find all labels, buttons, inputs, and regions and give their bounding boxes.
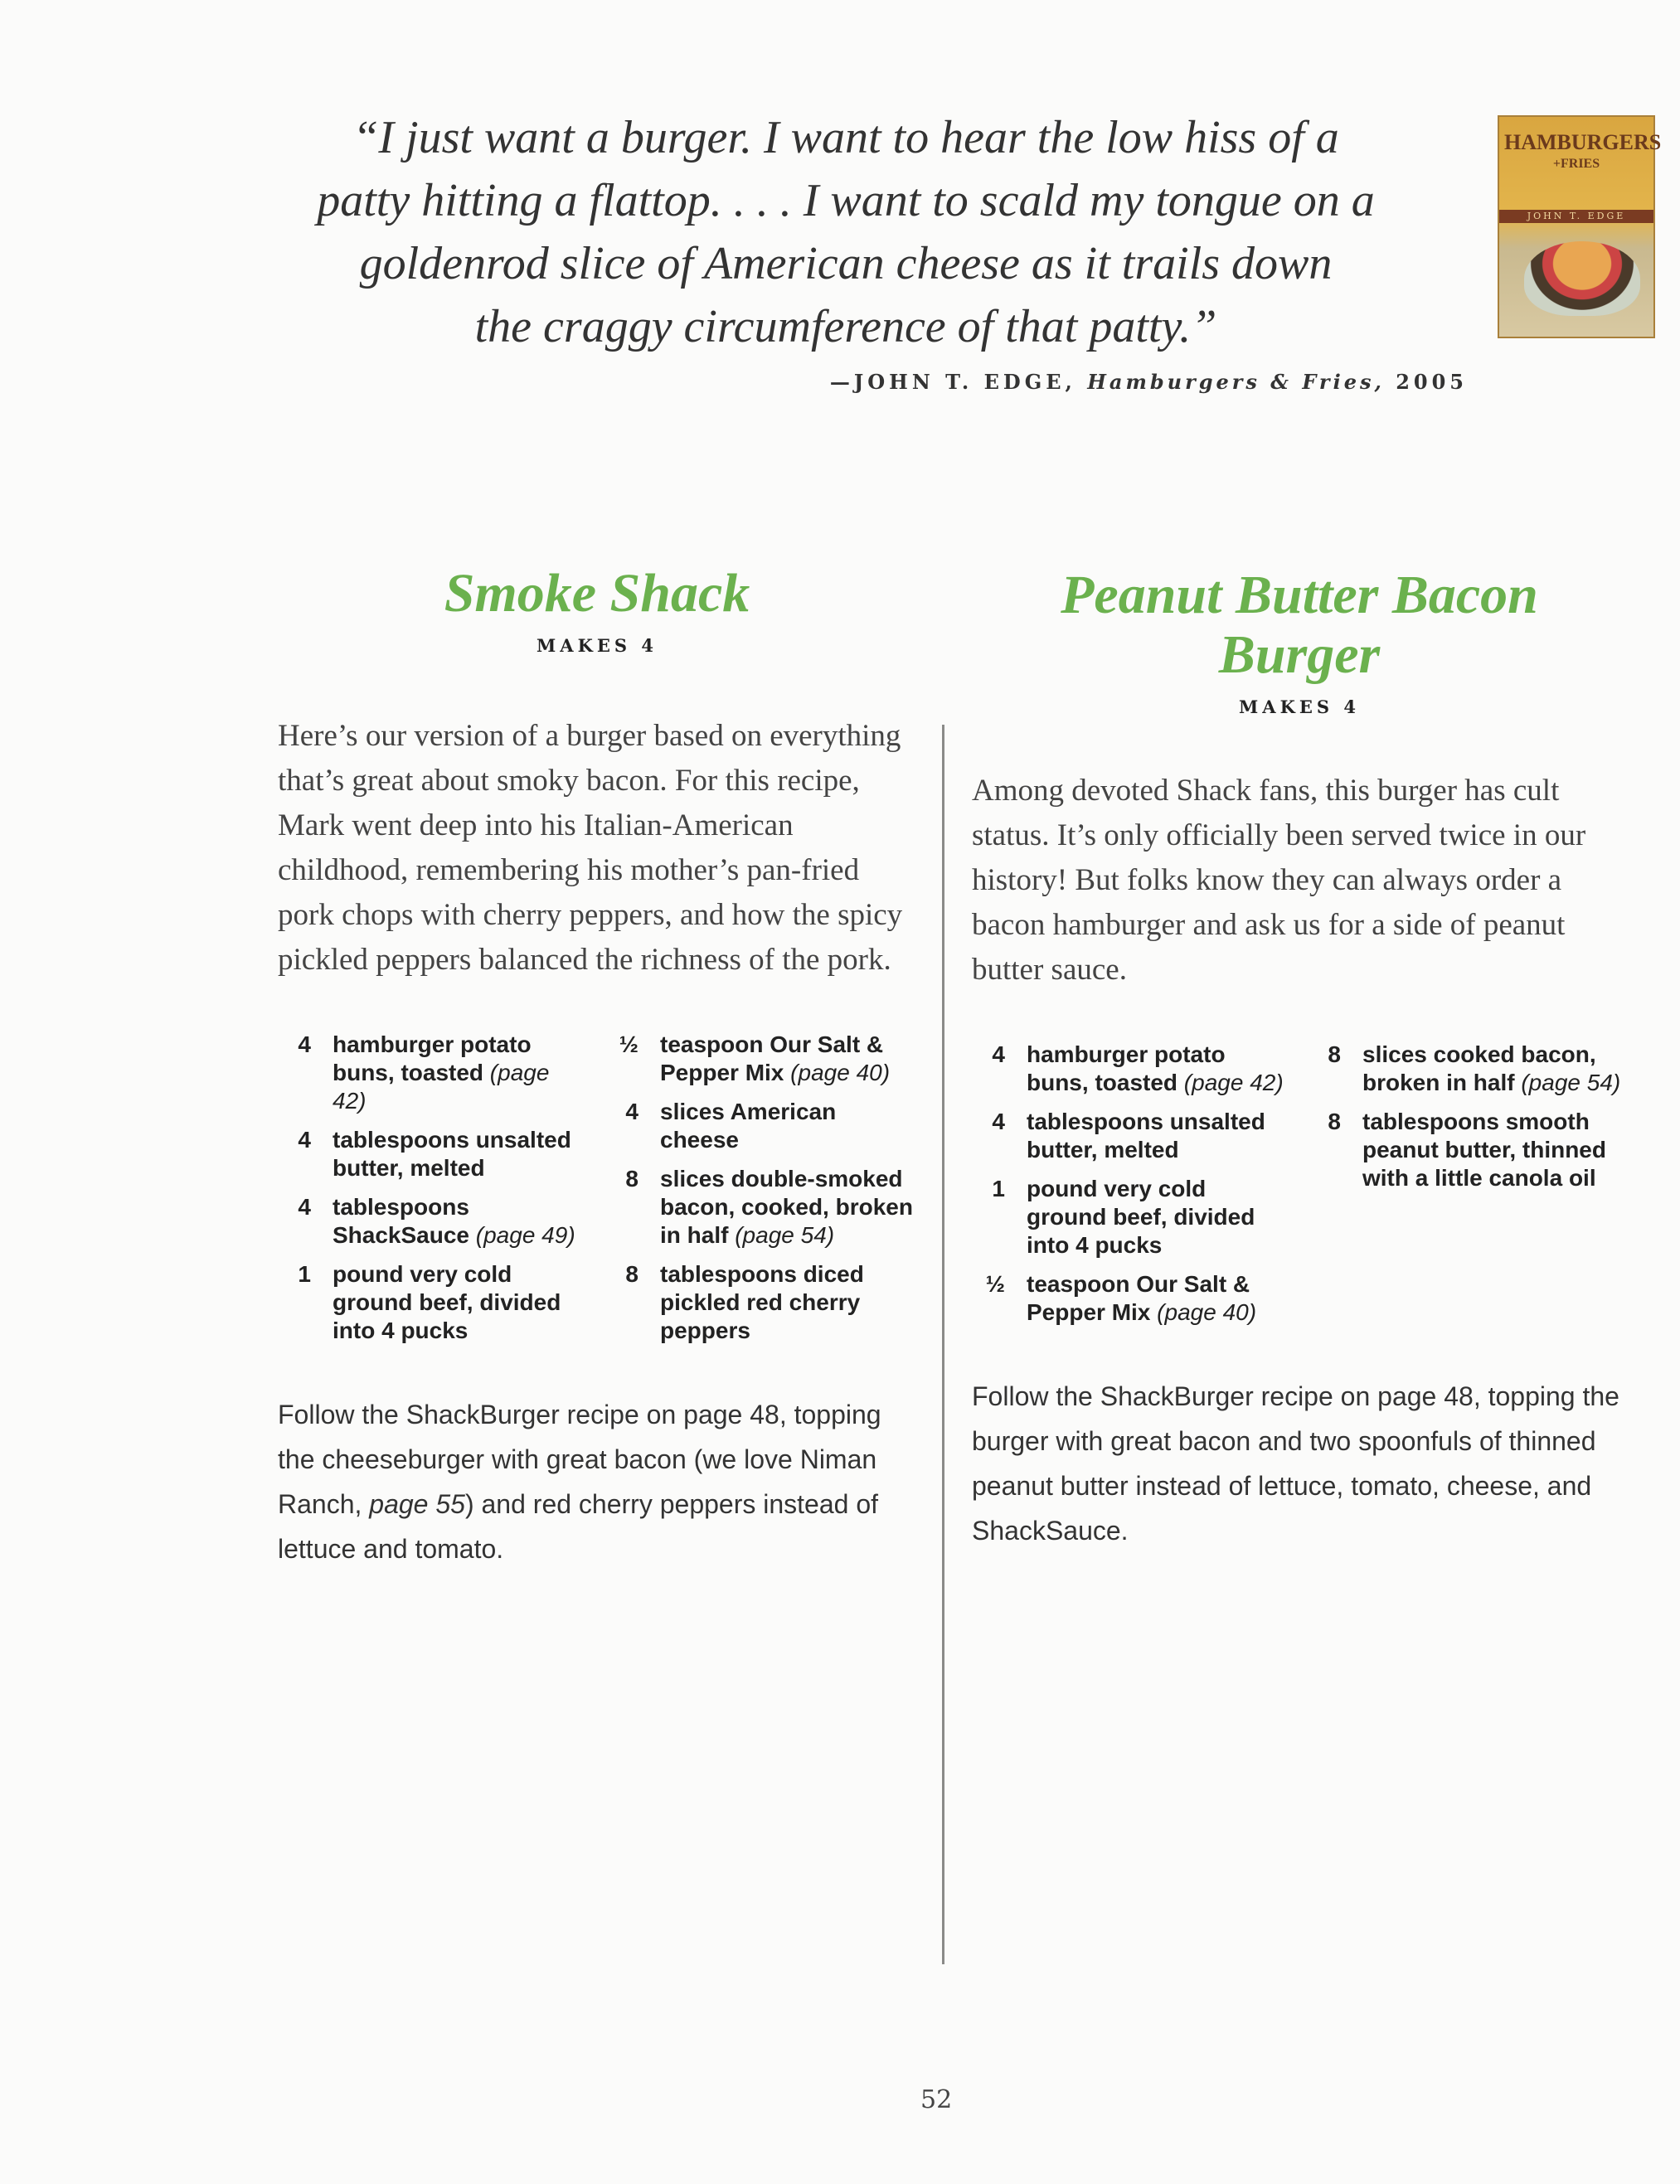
ingredient-text: teaspoon Our Salt & Pepper Mix (page 40) <box>1027 1271 1257 1325</box>
attribution-book: Hamburgers & Fries, <box>1087 370 1385 394</box>
ingredient-text: slices American cheese <box>660 1099 837 1153</box>
book-cover-image <box>1498 115 1662 338</box>
page-reference: (page 42) <box>333 1060 550 1114</box>
ingredient-text: hamburger potato buns, toasted (page 42) <box>333 1031 550 1114</box>
recipe-smoke-shack <box>278 564 916 1571</box>
recipe-intro: Here’s our version of a burger based on everything that’s great about smoky bacon. For this recipe, Mark went deep into his Italian-American childhood, remembering his mother’s pan-fried pork chops with cherry peppers, and how the spicy pickled peppers balanced the richness of the pork. <box>278 719 903 977</box>
page-reference: page 55 <box>369 1489 465 1519</box>
ingredient-text: tablespoons unsalted butter, melted <box>1027 1109 1265 1162</box>
page-reference: (page 42) <box>1183 1070 1284 1095</box>
quote-line: patty hitting a flattop. . . . I want to scald my tongue on a <box>317 175 1375 226</box>
page-reference: (page 40) <box>1157 1299 1257 1325</box>
ingredient-quantity: 4 <box>992 1109 1005 1134</box>
ingredient-text: tablespoons unsalted butter, melted <box>333 1127 571 1181</box>
quote-attribution <box>207 370 1484 394</box>
page-reference: (page 49) <box>475 1222 575 1248</box>
recipe-yield: MAKES 4 <box>1239 696 1360 717</box>
ingredient-item <box>972 1041 1291 1097</box>
ingredient-item <box>1308 1108 1627 1192</box>
ingredient-item <box>605 1260 916 1345</box>
ingredient-text: pound very cold ground beef, divided into 4 pucks <box>333 1261 561 1343</box>
epigraph-quote <box>207 106 1484 358</box>
ingredient-item <box>1308 1041 1627 1097</box>
ingredients-list <box>1308 1041 1627 1337</box>
ingredient-quantity: 4 <box>298 1031 311 1057</box>
ingredient-text: hamburger potato buns, toasted (page 42) <box>1027 1041 1284 1095</box>
ingredient-item <box>605 1165 916 1250</box>
ingredient-item <box>605 1098 916 1154</box>
ingredient-item <box>278 1193 589 1250</box>
ingredient-quantity: 1 <box>298 1261 311 1287</box>
book-cover-title: HAMBURGERS +FRIES <box>1504 130 1662 171</box>
ingredients <box>278 1031 916 1356</box>
recipe-intro: Among devoted Shack fans, this burger has cult status. It’s only officially been served twice in our history! But folks know they can always order a bacon hamburger and ask us for a side of peanut butter sauce. <box>972 774 1586 987</box>
quote-line: “I just want a burger. I want to hear the low hiss of a <box>352 112 1339 163</box>
ingredient-text: slices cooked bacon, broken in half (page 54) <box>1362 1041 1621 1095</box>
attribution-year: 2005 <box>1396 370 1468 394</box>
ingredients <box>972 1041 1627 1337</box>
column-divider <box>942 725 944 1964</box>
attribution-author: —JOHN T. EDGE, <box>829 370 1076 394</box>
ingredient-quantity: 8 <box>1328 1041 1341 1067</box>
page-reference: (page 54) <box>735 1222 835 1248</box>
ingredient-item <box>972 1108 1291 1164</box>
page-reference: (page 40) <box>790 1060 891 1085</box>
epigraph <box>207 106 1484 394</box>
ingredient-quantity: 4 <box>298 1194 311 1220</box>
book-cover-author: JOHN T. EDGE <box>1499 210 1653 223</box>
ingredient-text: tablespoons diced pickled red cherry peppers <box>660 1261 864 1343</box>
burger-illustration <box>1524 241 1640 316</box>
ingredient-item <box>972 1270 1291 1327</box>
recipe-peanut-butter-bacon-burger <box>972 565 1627 1553</box>
ingredient-item <box>278 1031 589 1115</box>
ingredient-quantity: ½ <box>985 1271 1005 1297</box>
page-number: 52 <box>920 2085 953 2114</box>
ingredient-item <box>605 1031 916 1087</box>
page-reference: (page 54) <box>1521 1070 1621 1095</box>
recipe-title-smoke-shack: Smoke Shack <box>444 563 750 624</box>
ingredient-text: tablespoons smooth peanut butter, thinned with a little canola oil <box>1362 1109 1606 1191</box>
ingredients-list <box>972 1041 1291 1337</box>
recipe-yield: MAKES 4 <box>537 635 658 656</box>
ingredient-text: pound very cold ground beef, divided into 4 pucks <box>1027 1176 1255 1258</box>
quote-line: goldenrod slice of American cheese as it trails down <box>359 238 1333 289</box>
ingredient-quantity: 8 <box>625 1261 638 1287</box>
ingredient-quantity: 1 <box>992 1176 1005 1201</box>
ingredient-text: slices double-smoked bacon, cooked, broken in half (page 54) <box>660 1166 913 1248</box>
recipe-method: Follow the ShackBurger recipe on page 48, topping the burger with great bacon and two spoonfuls of thinned peanut butter instead of lettuce, tomato, cheese, and ShackSauce. <box>972 1381 1619 1546</box>
ingredient-quantity: 4 <box>992 1041 1005 1067</box>
ingredients-list <box>605 1031 916 1356</box>
ingredient-item <box>972 1175 1291 1259</box>
recipe-method: Follow the ShackBurger recipe on page 48, topping the cheeseburger with great bacon (we love Niman Ranch, page 55) and red cherry peppers instead of lettuce and tomato. <box>278 1400 881 1564</box>
ingredients-list <box>278 1031 589 1356</box>
ingredient-quantity: 8 <box>625 1166 638 1191</box>
ingredient-quantity: 4 <box>298 1127 311 1153</box>
recipe-title-peanut-butter-bacon-burger: Peanut Butter Bacon Burger <box>1061 565 1538 685</box>
ingredient-item <box>278 1260 589 1345</box>
ingredient-text: teaspoon Our Salt & Pepper Mix (page 40) <box>660 1031 891 1085</box>
ingredient-quantity: ½ <box>619 1031 638 1057</box>
ingredient-quantity: 4 <box>625 1099 638 1124</box>
quote-line: the craggy circumference of that patty.” <box>474 301 1217 352</box>
ingredient-quantity: 8 <box>1328 1109 1341 1134</box>
ingredient-text: tablespoons ShackSauce (page 49) <box>333 1194 575 1248</box>
ingredient-item <box>278 1126 589 1182</box>
